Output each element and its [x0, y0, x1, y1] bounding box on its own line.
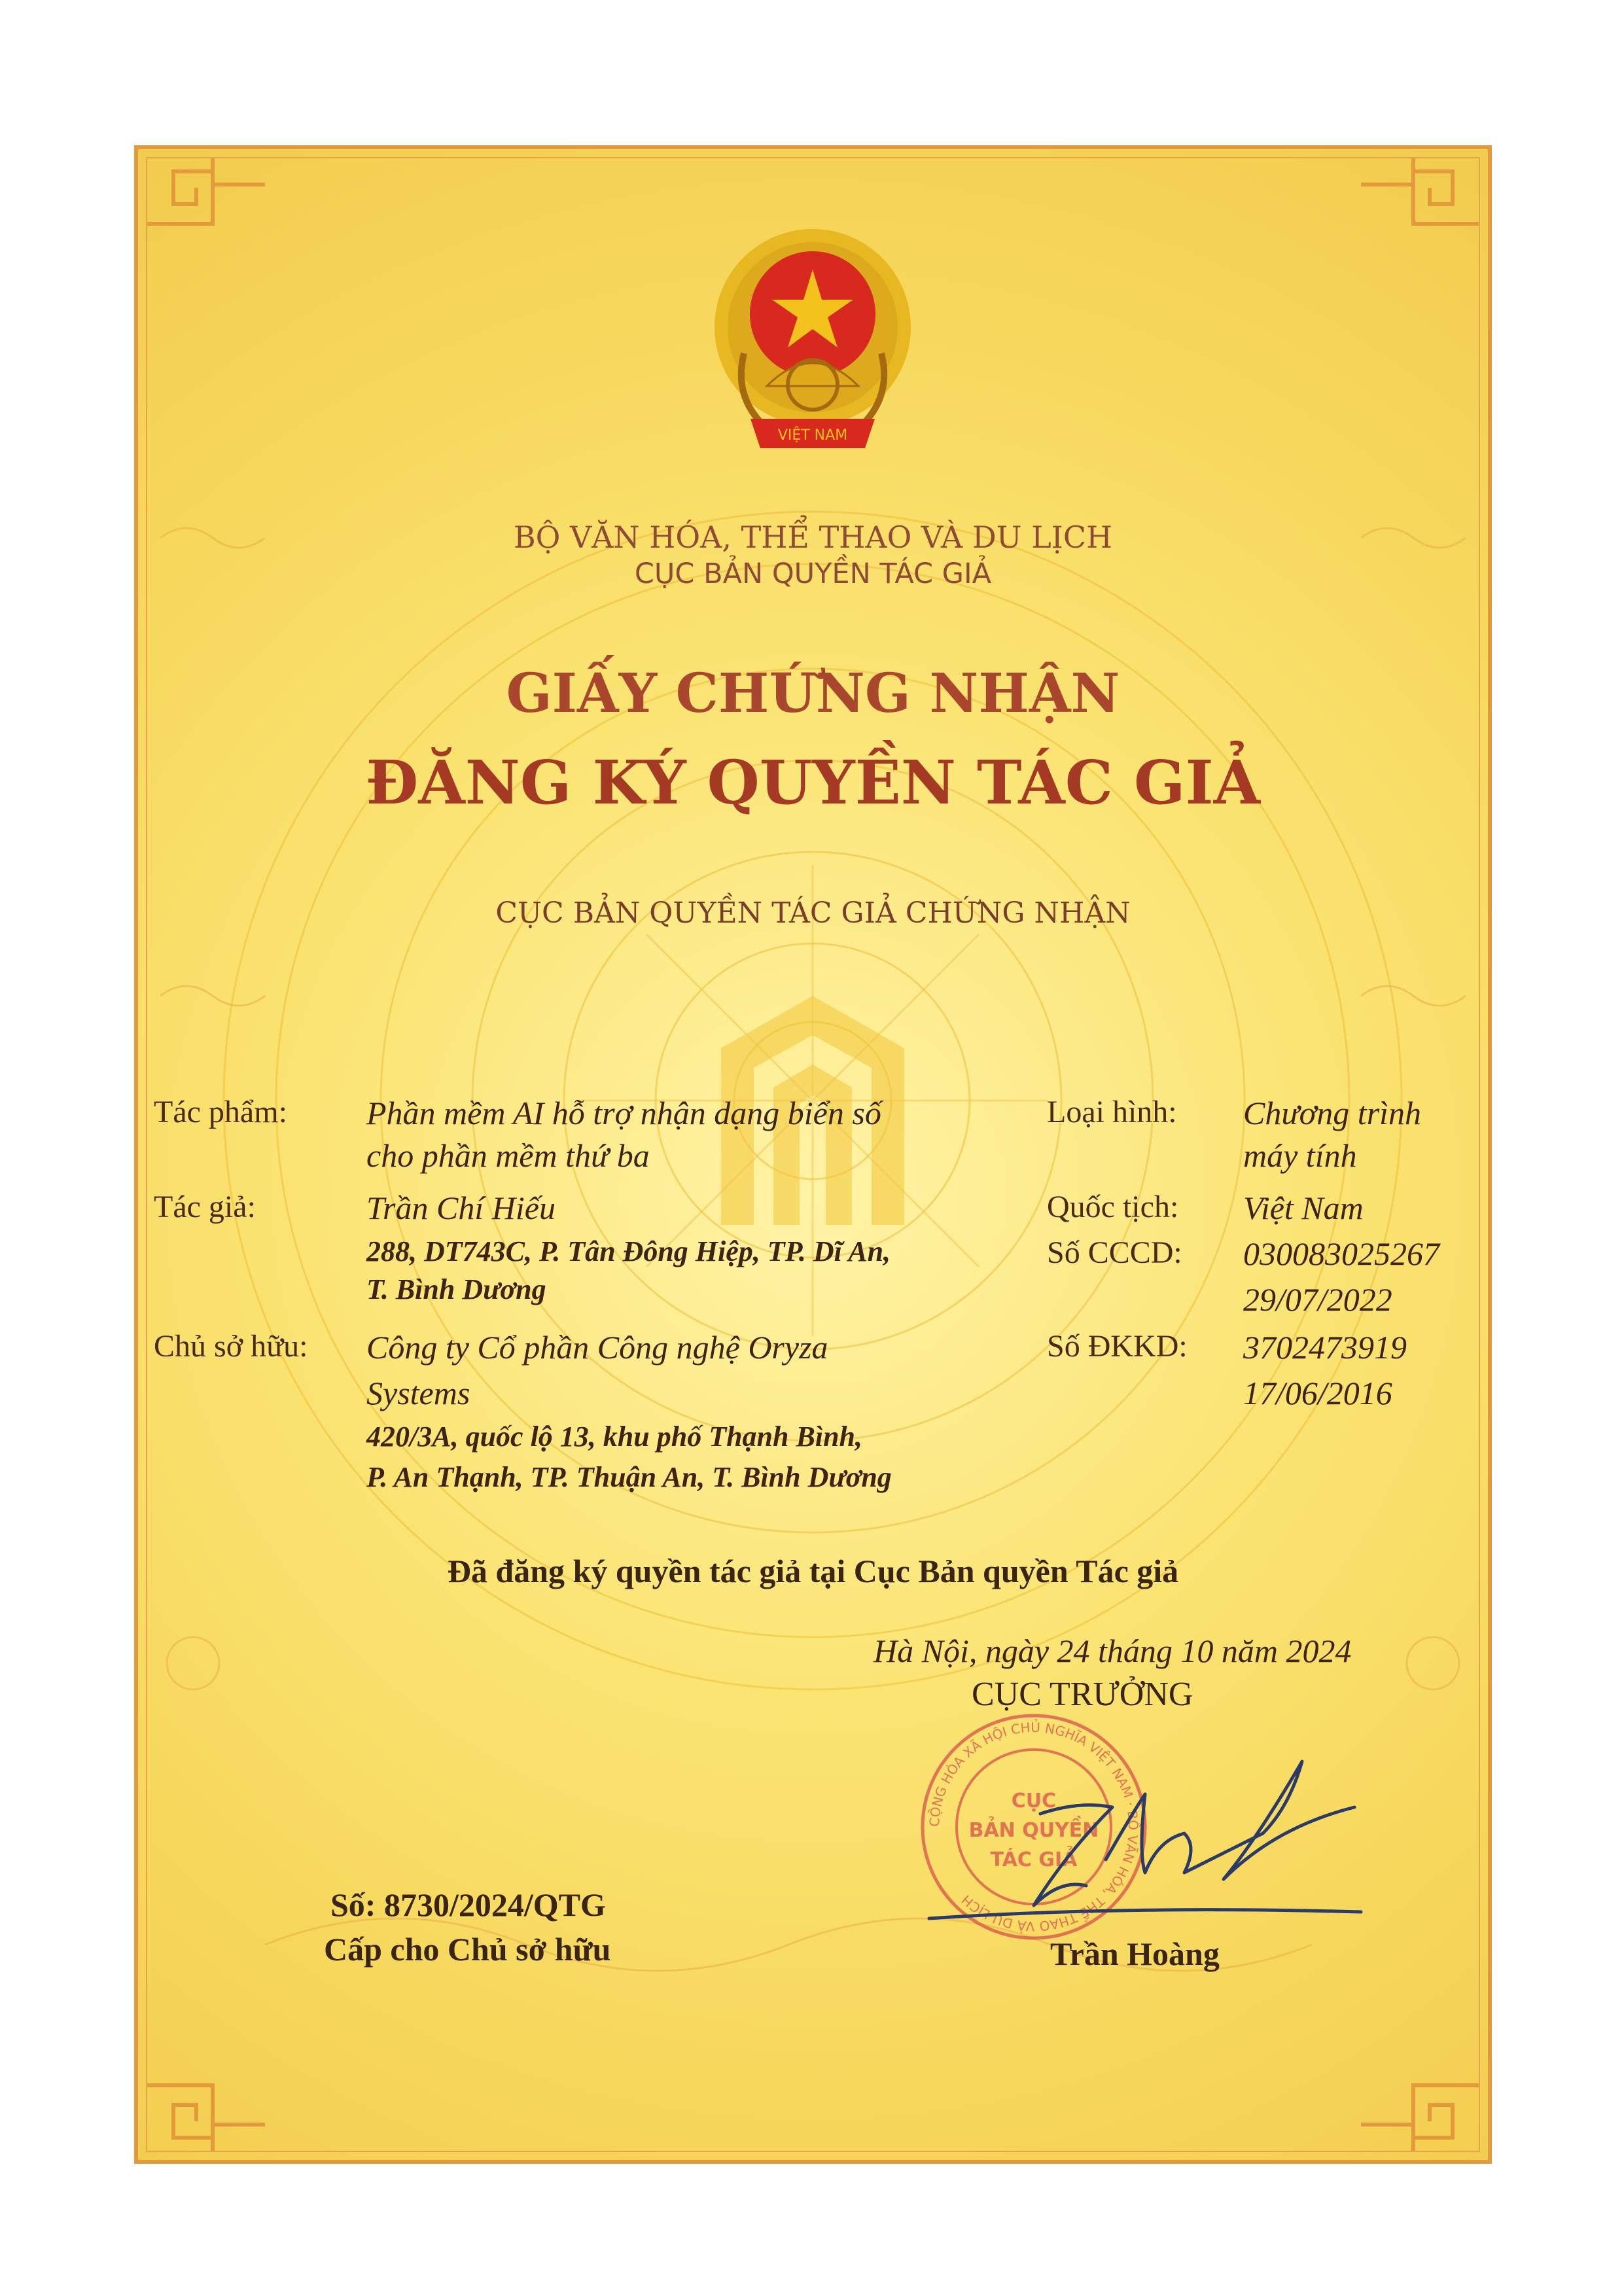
- business-reg-date: 17/06/2016: [1243, 1375, 1392, 1411]
- handwritten-signature: [909, 1729, 1381, 1938]
- certificate-title: GIẤY CHỨNG NHẬN: [506, 662, 1120, 725]
- type-label: Loại hình:: [1047, 1095, 1177, 1129]
- owner-name-line1: Công ty Cổ phần Công nghệ Oryza: [366, 1329, 828, 1366]
- owner-address-line2: P. An Thạnh, TP. Thuận An, T. Bình Dương: [366, 1461, 892, 1493]
- seal-line1: CỤC: [1011, 1790, 1057, 1812]
- owner-name-line2: Systems: [366, 1375, 470, 1411]
- seal-ring-text: CỘNG HÒA XÃ HỘI CHỦ NGHĨA VIỆT NAM · BỘ VĂN HÓA, THỂ THAO VÀ DU LỊCH: [926, 1719, 1142, 1935]
- issued-to: Cấp cho Chủ sở hữu: [324, 1931, 611, 1968]
- work-title-line1: Phần mềm AI hỗ trợ nhận dạng biển số: [366, 1095, 881, 1131]
- type-value-line2: máy tính: [1243, 1137, 1357, 1174]
- id-card-number: 030083025267: [1243, 1235, 1439, 1272]
- emblem-ribbon-text: VIỆT NAM: [777, 427, 848, 444]
- id-card-label: Số CCCD:: [1047, 1235, 1182, 1270]
- nationality-label: Quốc tịch:: [1047, 1190, 1179, 1224]
- signer-name: Trần Hoàng: [1050, 1935, 1220, 1972]
- author-address-line1: 288, DT743C, P. Tân Đông Hiệp, TP. Dĩ An,: [366, 1235, 891, 1267]
- ministry-name: BỘ VĂN HÓA, THỂ THAO VÀ DU LỊCH: [513, 520, 1113, 555]
- owner-label: Chủ sở hữu:: [154, 1329, 308, 1364]
- id-card-date: 29/07/2022: [1243, 1281, 1392, 1318]
- type-value-line1: Chương trình: [1243, 1095, 1422, 1131]
- author-name: Trần Chí Hiếu: [366, 1190, 556, 1226]
- nationality-value: Việt Nam: [1243, 1190, 1364, 1226]
- certificate-number: Số: 8730/2024/QTG: [330, 1886, 606, 1923]
- certificate-subtitle: ĐĂNG KÝ QUYỀN TÁC GIẢ: [365, 747, 1261, 818]
- author-label: Tác giả:: [154, 1190, 256, 1224]
- business-reg-number: 3702473919: [1243, 1329, 1407, 1366]
- certificate-sheet: [134, 145, 1492, 2164]
- signer-position: CỤC TRƯỞNG: [972, 1676, 1193, 1713]
- state-emblem: [682, 229, 944, 465]
- registered-statement: Đã đăng ký quyền tác giả tại Cục Bản quyền Tác giả: [447, 1553, 1179, 1589]
- owner-address-line1: 420/3A, quốc lộ 13, khu phố Thạnh Bình,: [366, 1421, 863, 1453]
- author-address-line2: T. Bình Dương: [366, 1273, 546, 1305]
- seal-line3: TÁC GIẢ: [990, 1848, 1078, 1871]
- certifying-statement: CỤC BẢN QUYỀN TÁC GIẢ CHỨNG NHẬN: [495, 896, 1131, 930]
- place-and-date: Hà Nội, ngày 24 tháng 10 năm 2024: [874, 1633, 1352, 1669]
- department-name: CỤC BẢN QUYỀN TÁC GIẢ: [634, 557, 992, 590]
- work-label: Tác phẩm:: [154, 1095, 287, 1129]
- work-title-line2: cho phần mềm thứ ba: [366, 1137, 650, 1174]
- seal-line2: BẢN QUYỀN: [968, 1819, 1099, 1842]
- business-reg-label: Số ĐKKD:: [1047, 1329, 1188, 1364]
